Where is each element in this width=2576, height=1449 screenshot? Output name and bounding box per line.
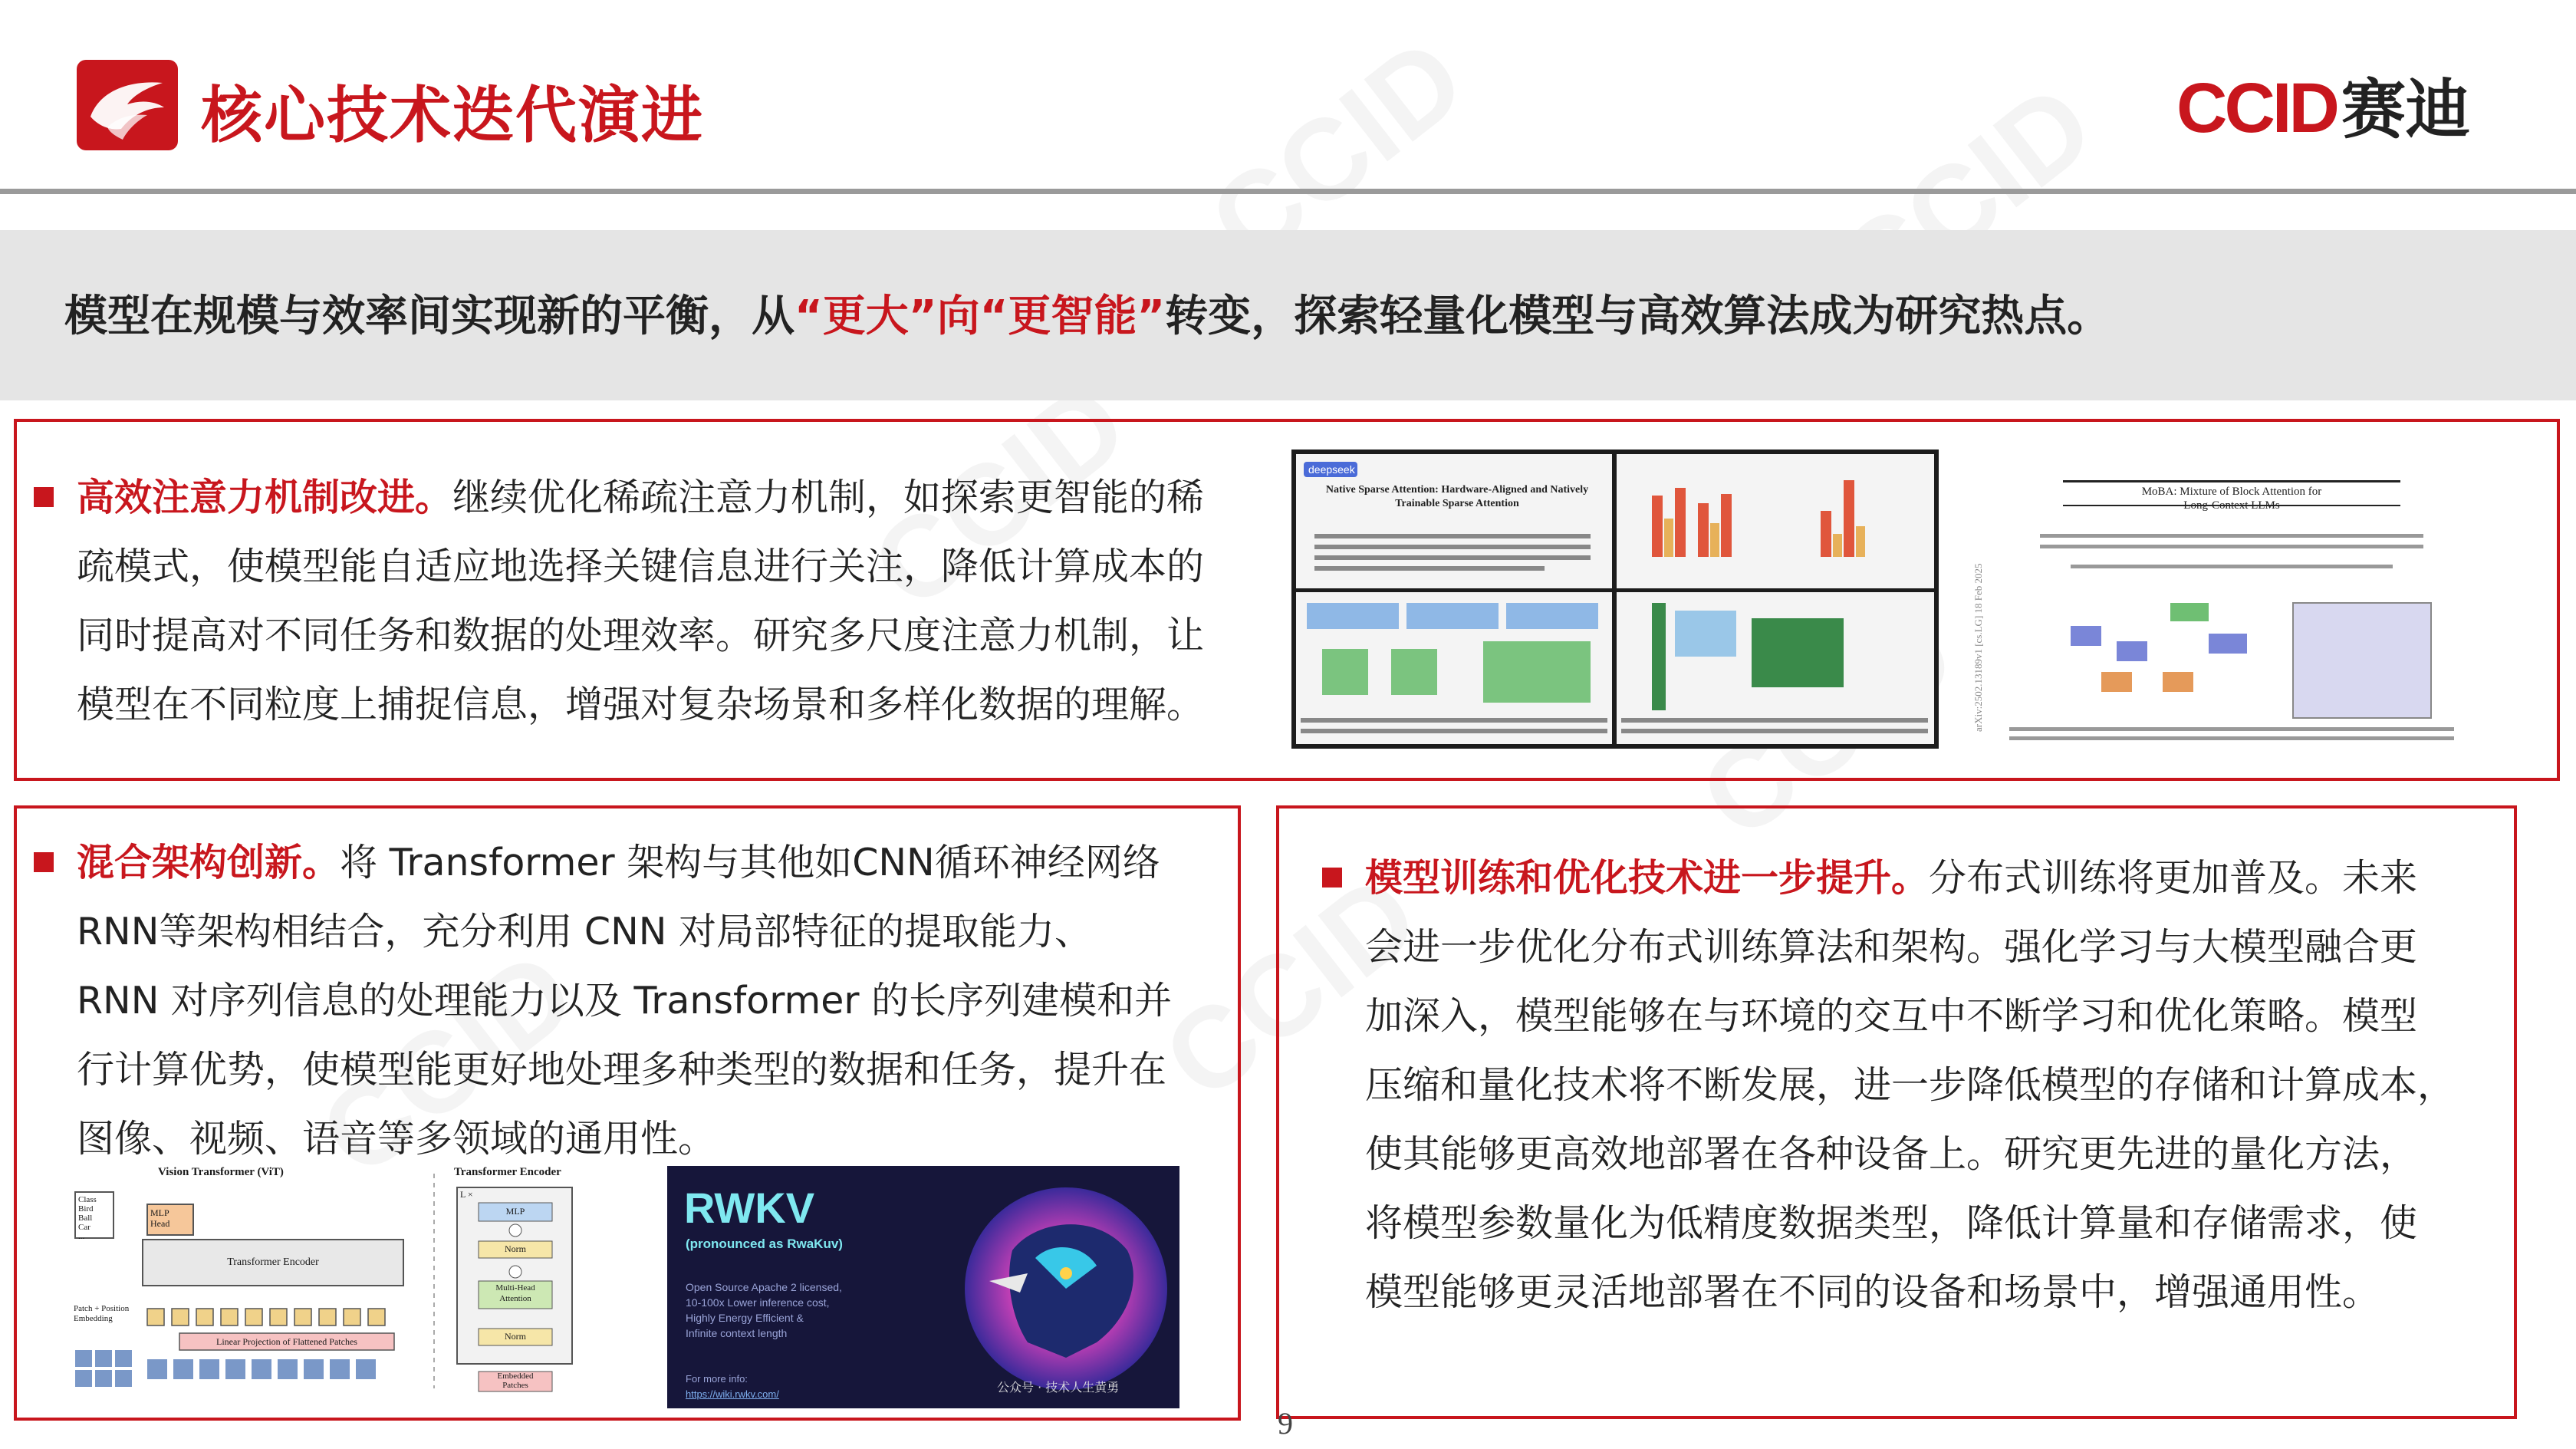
text-line: 图像、视频、语音等多领域的通用性。 <box>77 1117 716 1161</box>
text-line: 将 Transformer 架构与其他如CNN循环神经网络 <box>340 841 1160 884</box>
rwkv-desc-line: 10-100x Lower inference cost, <box>686 1296 830 1309</box>
brand-logo-icon <box>77 60 178 150</box>
text-line: 同时提高对不同任务和数据的处理效率。研究多尺度注意力机制，让 <box>77 614 1205 657</box>
mlp-head-label: MLP Head <box>150 1207 170 1229</box>
text-line: 继续优化稀疏注意力机制，如探索更智能的稀 <box>452 476 1205 519</box>
text-line: 加深入，模型能够在与环境的交互中不断学习和优化策略。模型 <box>1365 994 2418 1038</box>
ccid-brand-logo <box>2176 58 2470 147</box>
training-lead: 模型训练和优化技术进一步提升。 <box>1365 856 1930 900</box>
moba-paper-image <box>1963 450 2508 749</box>
summary-text <box>64 282 2110 344</box>
attention-paragraph <box>34 463 1245 739</box>
highlight-smarter: “更智能” <box>979 291 1166 341</box>
summary-part: 向 <box>936 291 980 341</box>
rwkv-description <box>686 1279 842 1341</box>
wechat-watermark: 公众号 · 技术人生黄勇 <box>997 1380 1120 1395</box>
rwkv-desc-line: Infinite context length <box>686 1327 788 1339</box>
text-line: 疏模式，使模型能自适应地选择关键信息进行关注，降低计算成本的 <box>77 545 1205 588</box>
header-divider <box>0 189 2576 194</box>
brand-chinese: 赛迪 <box>2341 72 2470 147</box>
rwkv-subtitle: (pronounced as RwaKuv) <box>686 1237 843 1251</box>
text-line: 使其能够更高效地部署在各种设备上。研究更先进的量化方法， <box>1365 1132 2418 1176</box>
bullet-square-icon <box>34 852 54 872</box>
paper-title-line: MoBA: Mixture of Block Attention for <box>2141 486 2322 498</box>
bullet-square-icon <box>1322 868 1342 888</box>
embedded-patches-label: Embedded Patches <box>497 1372 534 1390</box>
summary-part: 转变，探索轻量化模型与高效算法成为研究热点。 <box>1165 291 2110 341</box>
rwkv-link[interactable]: https://wiki.rwkv.com/ <box>686 1388 779 1400</box>
patch-embedding-label: Patch + Position Embedding <box>74 1304 130 1323</box>
text-line: RNN等架构相结合，充分利用 CNN 对局部特征的提取能力、 <box>77 910 1093 953</box>
moba-paper-title <box>2063 485 2400 512</box>
text-line: 将模型参数量化为低精度数据类型，降低计算量和存储需求，使 <box>1365 1201 2418 1245</box>
rwkv-desc-line: Open Source Apache 2 licensed, <box>686 1281 842 1293</box>
mlp-label: MLP <box>505 1206 525 1217</box>
highlight-bigger: “更大” <box>795 291 937 341</box>
rwkv-title: RWKV <box>684 1184 815 1232</box>
text-line: 压缩和量化技术将不断发展，进一步降低模型的存储和计算成本， <box>1365 1063 2456 1107</box>
paper-title-line: Long-Context LLMs <box>2183 499 2280 512</box>
mha-label: Multi-Head Attention <box>495 1283 535 1303</box>
layer-count-label: L × <box>460 1189 473 1200</box>
text-line: 模型能够更灵活地部署在不同的设备和场景中，增强通用性。 <box>1365 1270 2380 1314</box>
text-line: 模型在不同粒度上捕捉信息，增强对复杂场景和多样化数据的理解。 <box>77 683 1205 726</box>
hybrid-lead: 混合架构创新。 <box>77 841 341 884</box>
class-label: Class Bird Ball Car ... <box>78 1195 97 1241</box>
hybrid-paragraph <box>34 828 1230 1174</box>
encoder-label: Transformer Encoder <box>227 1256 319 1268</box>
brand-latin: CCID <box>2176 69 2337 147</box>
page-number: 9 <box>1278 1406 1293 1441</box>
paper-title-line: Trainable Sparse Attention <box>1395 498 1519 509</box>
norm-label: Norm <box>505 1331 526 1342</box>
text-line: RNN 对序列信息的处理能力以及 Transformer 的长序列建模和并 <box>77 979 1173 1023</box>
rwkv-desc-line: Highly Energy Efficient & <box>686 1312 804 1324</box>
attention-lead: 高效注意力机制改进。 <box>77 476 453 519</box>
encoder-title: Transformer Encoder <box>454 1166 561 1178</box>
bullet-square-icon <box>34 487 54 507</box>
text-line: 会进一步优化分布式训练算法和架构。强化学习与大模型融合更 <box>1365 925 2418 969</box>
training-paragraph <box>1322 844 2503 1327</box>
rwkv-promo-image <box>667 1166 1179 1408</box>
arxiv-side-label: arXiv:2502.13189v1 [cs.LG] 18 Feb 2025 <box>1972 563 1984 732</box>
norm-label: Norm <box>505 1243 526 1254</box>
paper-title-line: Native Sparse Attention: Hardware-Aligned and Natively <box>1325 484 1589 496</box>
linear-projection-label: Linear Projection of Flattened Patches <box>216 1336 357 1347</box>
nsa-paper-image <box>1291 450 1939 749</box>
deepseek-logo: deepseek <box>1308 463 1355 476</box>
rwkv-more-info: For more info: <box>686 1373 748 1385</box>
summary-part: 模型在规模与效率间实现新的平衡，从 <box>64 291 795 341</box>
text-line: 分布式训练将更加普及。未来 <box>1929 856 2418 900</box>
page-title: 核心技术迭代演进 <box>201 80 704 151</box>
vit-diagram-image <box>74 1166 660 1393</box>
text-line: 行计算优势，使模型能更好地处理多种类型的数据和任务，提升在 <box>77 1048 1167 1092</box>
nsa-paper-title <box>1319 483 1595 511</box>
vit-title: Vision Transformer (ViT) <box>158 1166 284 1178</box>
